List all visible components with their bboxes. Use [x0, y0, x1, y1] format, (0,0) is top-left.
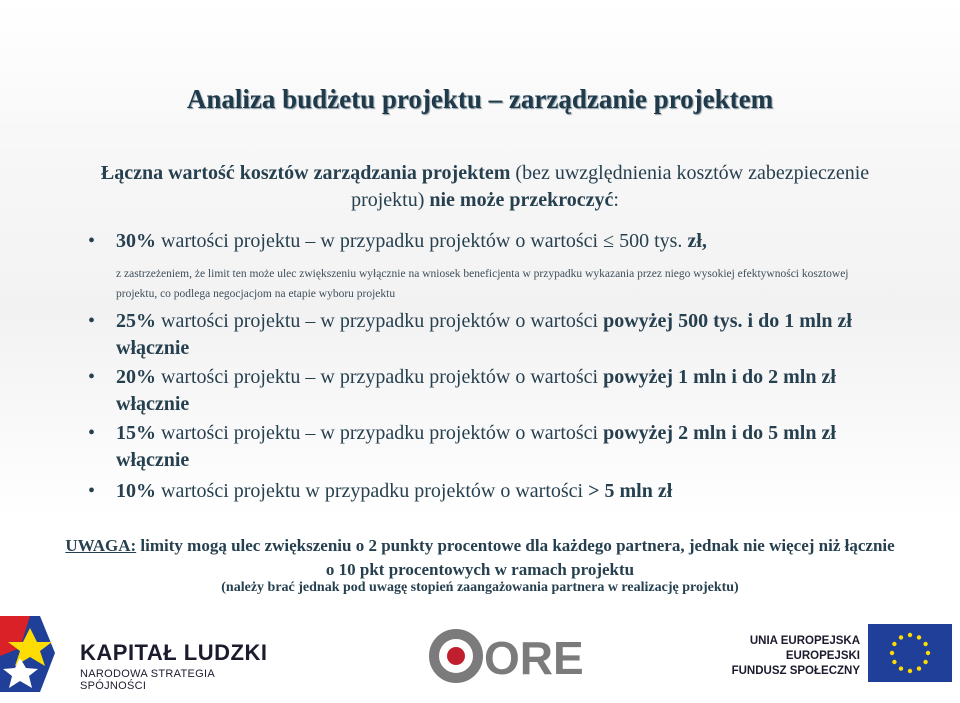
bullet-desc: wartości projektu w przypadku projektów o wartości: [156, 480, 589, 502]
ore-text: ORE: [484, 632, 584, 684]
bullet-tail: zł,: [687, 230, 707, 252]
bullet-tail: powyżej 500 tys. i do 1 mln zł włącznie: [116, 310, 852, 359]
eu-line-2: EUROPEJSKI: [785, 650, 860, 662]
bullet-item-15: [88, 420, 888, 474]
eu-flag-icon: [868, 624, 952, 682]
slide-title: Analiza budżetu projektu – zarządzanie projektem: [186, 84, 774, 114]
warning-subnote: (należy brać jednak pod uwagę stopień zaangażowania partnera w realizację projektu): [221, 580, 739, 595]
intro-text: (bez uwzględnienia kosztów zabezpieczenie projektu): [351, 162, 870, 211]
small-note: z zastrzeżeniem, że limit ten może ulec zwiększeniu wyłącznie na wniosek beneficjenta w przypadku wykazania przez niego wysokiej efektywności kosztowej projektu, co podlega negocjacjom na etapie wyboru projektu: [116, 268, 849, 300]
bullet-item-30: [88, 228, 888, 255]
bullet-dot: •: [88, 422, 96, 444]
bullet-percent: 15%: [116, 422, 156, 444]
bullet-tail: > 5 mln zł: [588, 480, 673, 502]
bullet-dot: •: [88, 480, 96, 502]
bullet-percent: 30%: [116, 230, 156, 252]
warning-note: [60, 534, 900, 582]
bullet-text: [116, 364, 888, 418]
ore-logo: [426, 626, 584, 686]
intro-bold: Łączna wartość kosztów zarządzania projektem: [100, 162, 511, 184]
bullet-text: [116, 228, 888, 255]
bullet-percent: 10%: [116, 480, 156, 502]
bullet-text: [116, 308, 888, 362]
kapital-ludzki-emblem-icon: [0, 608, 70, 698]
bullet-desc: wartości projektu – w przypadku projektów o wartości: [156, 422, 604, 444]
bullet-dot: •: [88, 366, 96, 388]
warning-label: UWAGA:: [65, 536, 137, 555]
bullet-text: [116, 420, 888, 474]
eu-line-3: FUNDUSZ SPOŁECZNY: [731, 665, 860, 677]
footer-logos: [0, 608, 960, 703]
bullet-percent: 25%: [116, 310, 156, 332]
warning-text: limity mogą ulec zwiększeniu o 2 punkty procentowe dla każdego partnera, jednak nie więcej niż łącznie o 10 pkt procentowych w ramach projektu: [136, 536, 895, 579]
intro-bold-2: nie może przekroczyć: [429, 189, 614, 211]
bullet-tail: powyżej 2 mln i do 5 mln zł włącznie: [116, 422, 836, 471]
ore-logo-icon: [426, 626, 584, 686]
bullet-item-20: [88, 364, 888, 418]
intro-tail: :: [613, 189, 619, 211]
bullet-percent: 20%: [116, 366, 156, 388]
bullet-desc: wartości projektu – w przypadku projektów o wartości ≤ 500 tys.: [156, 230, 688, 252]
kapital-ludzki-title: KAPITAŁ LUDZKI: [80, 640, 268, 665]
bullet-item-10: [88, 478, 888, 505]
intro-paragraph: [95, 160, 875, 214]
eu-line-1: UNIA EUROPEJSKA: [749, 635, 860, 647]
bullet-text: [116, 478, 888, 505]
bullet-dot: •: [88, 310, 96, 332]
kapital-ludzki-subtitle: NARODOWA STRATEGIA SPÓJNOŚCI: [80, 668, 215, 692]
bullet-desc: wartości projektu – w przypadku projektów o wartości: [156, 310, 604, 332]
bullet-item-25: [88, 308, 888, 362]
bullet-tail: powyżej 1 mln i do 2 mln zł włącznie: [116, 366, 836, 415]
eu-text: [720, 634, 860, 679]
kapital-ludzki-logo: [0, 608, 280, 703]
bullet-desc: wartości projektu – w przypadku projektów o wartości: [156, 366, 604, 388]
bullet-dot: •: [88, 230, 96, 252]
